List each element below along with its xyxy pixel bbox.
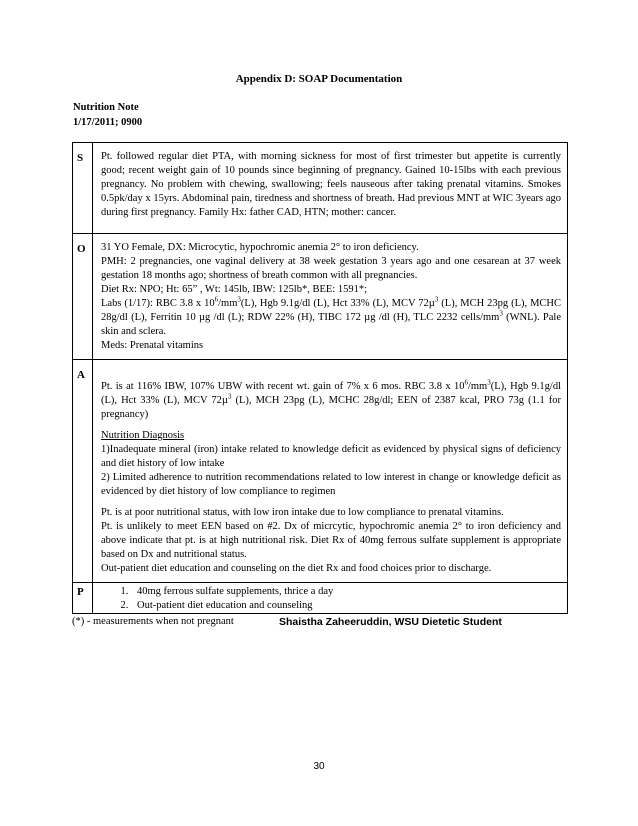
- subjective-letter: S: [73, 143, 93, 234]
- objective-diet-rx: Diet Rx: NPO; Ht: 65” , Wt: 145lb, IBW: 125lb*, BEE: 1591*;: [101, 284, 367, 295]
- subjective-row: [73, 143, 568, 234]
- objective-content: [93, 234, 568, 360]
- objective-row: [73, 234, 568, 360]
- author-signature: Shaistha Zaheeruddin, WSU Dietetic Student: [279, 616, 502, 628]
- assessment-para5: Out-patient diet education and counseling on the diet Rx and food choices prior to discharge.: [101, 563, 492, 574]
- note-datetime: 1/17/2011; 0900: [73, 117, 143, 128]
- subjective-text: Pt. followed regular diet PTA, with morning sickness for most of first trimester but appetite is currently good; recent weight gain of 10 pounds since beginning of pregnancy. Gained 10-15lbs with each previous pregnancy. No problem with chewing, swallowing; feels nauseous after taking prenatal vitamins. Smokes 0.5pk/day x 15yrs. Abdominal pain, tiredness and shortness of breath. Had previous MNT at WIC 3years ago during first pregnancy. Family Hx: father CAD, HTN; mother: cancer.: [101, 151, 561, 218]
- page-number: 30: [313, 761, 325, 772]
- plan-content: [93, 583, 568, 614]
- footer: [72, 615, 572, 629]
- page-title: Appendix D: SOAP Documentation: [235, 73, 403, 85]
- plan-letter: P: [73, 583, 93, 614]
- assessment-para4: Pt. is unlikely to meet EEN based on #2. Dx of micrcytic, hypochromic anemia 2° to iron deficiency and above indicate that pt. is at high nutritional risk. Diet Rx of 40mg ferrous sulfate supplement is appropriate based on Dx and nutritional status.: [101, 521, 561, 560]
- assessment-para1: Pt. is at 116% IBW, 107% UBW with recent wt. gain of 7% x 6 mos. RBC 3.8 x $10^6/mm^3(L)$, Hgb 9.1g/dl (L), Hct 33% (L), MCV 72µ$^3$ (L), MCH 23pg (L), MCHC 28g/dl; EEN of 2387 kcal, PRO 73g (1.1 for pregnancy): [101, 378, 562, 420]
- objective-labs: Labs (1/17): RBC 3.8 x $10^6/mm^3(L)$, Hgb 9.1g/dl (L), Hct 33% (L), MCV 72µ$^3$ (L), MCH 23pg (L), MCHC 28g/dl (L), Ferritin 10 µg /dl (L); RDW 22% (H), TIBC 172 µg /dl (H), TLC 2232 cells/$mm^3$ (WNL). Pale skin and sclera.: [101, 295, 562, 337]
- objective-pmh: PMH: 2 pregnancies, one vaginal delivery at 38 week gestation 3 years ago and one cesarean at 37 week gestation 18 months ago; shortness of breath common with all pregnancies.: [101, 256, 561, 281]
- objective-letter: O: [73, 234, 93, 360]
- plan-row: [73, 583, 568, 614]
- assessment-para3: Pt. is at poor nutritional status, with low iron intake due to low compliance to prenatal vitamins.: [101, 507, 504, 518]
- soap-table: [72, 142, 568, 614]
- assessment-letter: A: [73, 360, 93, 583]
- diagnosis-2: 2) Limited adherence to nutrition recommendations related to low interest in change or knowledge deficit as evidenced by diet history of low compliance to regimen: [101, 472, 561, 497]
- objective-line1: 31 YO Female, DX: Microcytic, hypochromic anemia 2° to iron deficiency.: [101, 242, 419, 253]
- plan-item: 1. 40mg ferrous sulfate supplements, thrice a day: [131, 585, 561, 599]
- note-heading: Nutrition Note: [73, 102, 139, 113]
- plan-item: 2. Out-patient diet education and counseling: [131, 599, 561, 613]
- footnote: (*) - measurements when not pregnant: [72, 616, 234, 627]
- objective-meds: Meds: Prenatal vitamins: [101, 340, 204, 351]
- plan-list: [101, 585, 561, 613]
- diagnosis-heading: Nutrition Diagnosis: [101, 430, 185, 441]
- diagnosis-1: 1)Inadequate mineral (iron) intake related to knowledge deficit as evidenced by physical signs of deficiency and diet history of low intake: [101, 444, 561, 469]
- subjective-content: [93, 143, 568, 234]
- assessment-content: [93, 360, 568, 583]
- note-header: [73, 100, 142, 130]
- assessment-row: [73, 360, 568, 583]
